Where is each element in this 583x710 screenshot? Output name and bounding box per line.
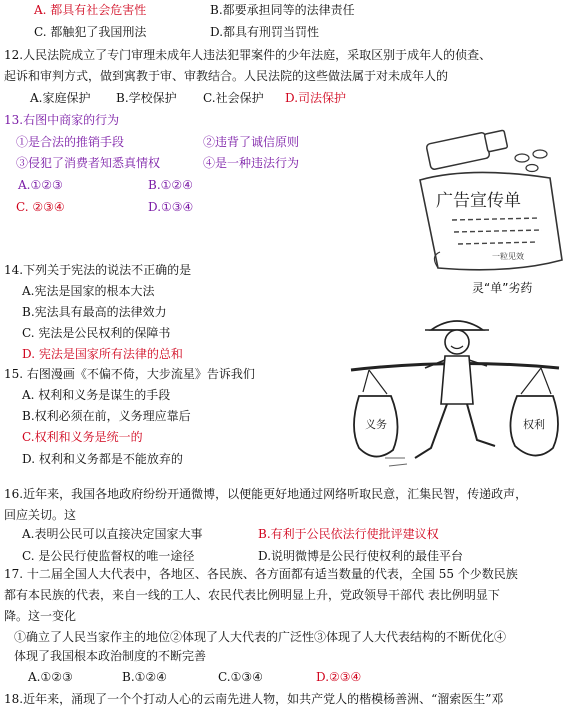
- q12-option-c: C.社会保护: [203, 91, 264, 105]
- q13-option-c: C. ②③④: [16, 200, 65, 214]
- q17-option-d: D.②③④: [316, 670, 362, 684]
- q15-option-b: B.权利必须在前，义务理应靠后: [22, 409, 191, 423]
- top-option-c: C. 都触犯了我国刑法: [34, 25, 147, 39]
- leaflet-title: 广告宣传单: [436, 191, 521, 211]
- q16-option-b: B.有利于公民依法行使批评建议权: [258, 527, 439, 541]
- q16-stem-line2: 回应关切。这: [4, 508, 77, 522]
- right-bag-label: 权利: [523, 418, 545, 431]
- q13-choice-3: ③侵犯了消费者知悉真情权: [16, 156, 161, 170]
- q13-choice-1: ①是合法的推销手段: [16, 135, 125, 149]
- top-option-b: B.都要承担同等的法律责任: [210, 3, 355, 17]
- q14-option-b: B.宪法具有最高的法律效力: [22, 305, 167, 319]
- leaflet-line-4: 一粒见效: [492, 252, 524, 261]
- leaflet-caption: 灵“单”劣药: [472, 281, 533, 295]
- q15-stem: 15. 右图漫画《不偏不倚，大步流星》告诉我们: [4, 367, 255, 381]
- q17-stem-line3: 降。这一变化: [4, 609, 77, 623]
- q17-choices-line: ①确立了人民当家作主的地位②体现了人大代表的广泛性③体现了人大代表结构的不断优化④: [14, 630, 507, 644]
- q12-option-a: A.家庭保护: [30, 91, 91, 105]
- q16-stem-line1: 16.近年来，我国各地政府纷纷开通微博，以便能更好地通过网络听取民意，汇集民智，传递政声，: [4, 487, 528, 501]
- q13-choice-4: ④是一种违法行为: [203, 156, 300, 170]
- q17-choices-line2: 体现了我国根本政治制度的不断完善: [14, 649, 207, 663]
- left-bag-label: 义务: [365, 418, 387, 431]
- q13-option-d: D.①③④: [148, 200, 194, 214]
- q16-option-d: D.说明微博是公民行使权利的最佳平台: [258, 549, 464, 563]
- q13-option-b: B.①②④: [148, 178, 193, 192]
- q14-stem: 14.下列关于宪法的说法不正确的是: [4, 263, 192, 277]
- q17-option-b: B.①②④: [122, 670, 167, 684]
- q17-stem-line1: 17. 十二届全国人大代表中，各地区、各民族、各方面都有适当数量的代表，全国 55 个少数民族: [4, 567, 518, 581]
- q14-option-a: A.宪法是国家的根本大法: [22, 284, 155, 298]
- q13-option-a: A.①②③: [18, 178, 63, 192]
- q16-option-a: A.表明公民可以直接决定国家大事: [22, 527, 203, 541]
- q13-stem: 13.右图中商家的行为: [4, 113, 120, 127]
- q14-option-d: D. 宪法是国家所有法律的总和: [22, 347, 183, 361]
- q13-choice-2: ②违背了诚信原则: [203, 135, 300, 149]
- q17-option-a: A.①②③: [28, 670, 73, 684]
- q15-option-d: D. 权利和义务都是不能放弃的: [22, 452, 183, 466]
- q12-option-b: B.学校保护: [116, 91, 177, 105]
- q18-stem-line1: 18.近年来，涌现了一个个打动人心的云南先进人物，如共产党人的楷模杨善洲、“溜索医生”邓: [4, 692, 504, 706]
- q17-option-c: C.①③④: [218, 670, 263, 684]
- q16-option-c: C. 是公民行使监督权的唯一途径: [22, 549, 195, 563]
- q12-stem-line1: 12.人民法院成立了专门审理未成年人违法犯罪案件的少年法庭，采取区别于成年人的侦查、: [4, 48, 492, 62]
- fake-drug-leaflet-figure: [400, 128, 575, 298]
- top-option-a: A. 都具有社会危害性: [34, 3, 147, 17]
- top-option-d: D.都具有刑罚当罚性: [210, 25, 320, 39]
- q14-option-c: C. 宪法是公民权利的保障书: [22, 326, 171, 340]
- q12-option-d: D.司法保护: [285, 91, 347, 105]
- q15-option-a: A. 权利和义务是谋生的手段: [22, 388, 171, 402]
- q12-stem-line2: 起诉和审判方式，做到寓教于审、审教结合。人民法院的这些做法属于对未成年人的: [4, 69, 449, 83]
- q15-option-c: C.权利和义务是统一的: [22, 430, 143, 444]
- q17-stem-line2: 都有本民族的代表，来自一线的工人、农民代表比例明显上升，党政领导干部代 表比例明显下: [4, 588, 500, 602]
- balance-pole-cartoon: [345, 308, 570, 480]
